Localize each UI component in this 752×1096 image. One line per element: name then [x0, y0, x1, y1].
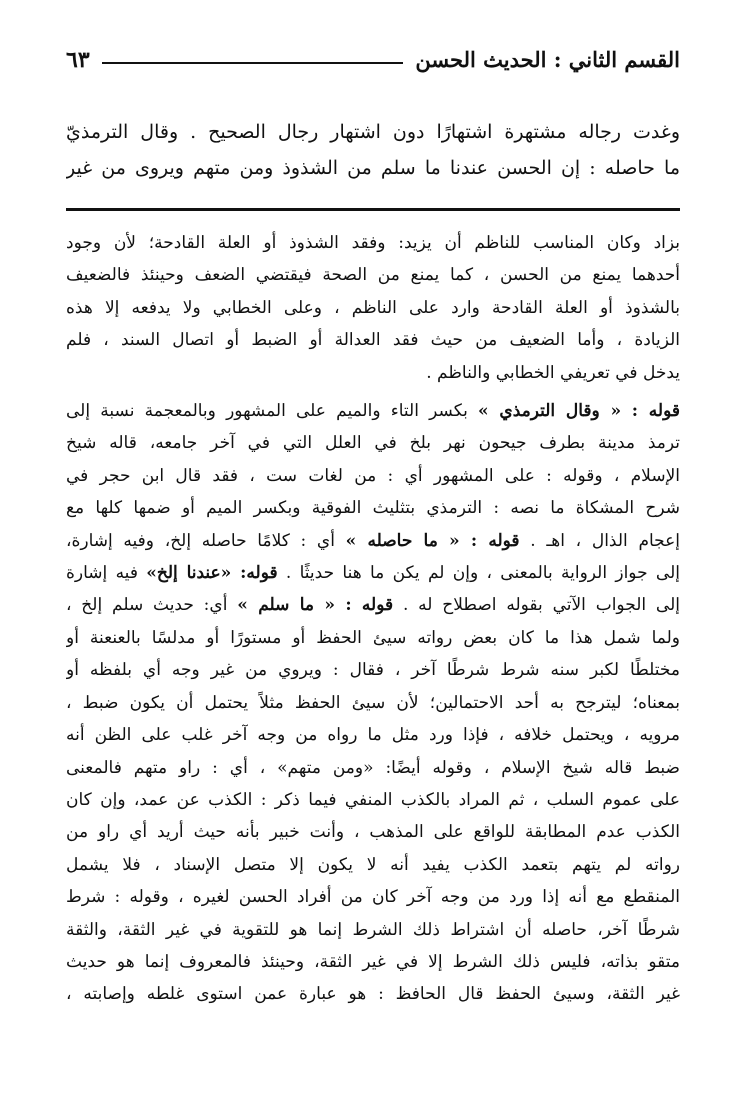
commentary-text: إعجام الذال ، اهـ .: [519, 530, 680, 551]
commentary-line: المنقطع مع أنه إذا ورد من وجه آخر كان من أفراد الحسن لغيره ، وقوله : شرط: [66, 887, 680, 908]
main-text-line: وغدت رجاله مشتهرة اشتهارًا دون اشتهار رجال الصحيح . وقال الترمذيّ: [66, 121, 680, 143]
commentary-line: يدخل في تعريفي الخطابي والناظم .: [426, 362, 680, 383]
commentary-text: إلى الجواب الآتي بقوله اصطلاح له .: [393, 595, 680, 616]
commentary-line: الإسلام ، وقوله : على المشهور أي : من لغات ست ، فقد قال ابن حجر في: [66, 465, 680, 486]
commentary-line: على عموم السلب ، ثم المراد بالكذب المنفي فيما ذكر : الكذب عن عمد، وإن كان: [66, 789, 680, 810]
commentary-line: [66, 557, 680, 589]
commentary-text: بكسر التاء والميم على المشهور وبالمعجمة نسبة إلى: [66, 401, 479, 422]
header-title: القسم الثاني : الحديث الحسن: [415, 47, 680, 72]
commentary-line: شرطًا آخر، حاصله أن اشتراط ذلك الشرط إنما هو للتقوية في غير الثقة، والثقة: [66, 919, 680, 940]
lemma-heading: قوله : « ما سلم »: [237, 595, 394, 616]
commentary-text: أي : كلامًا حاصله إلخ، وفيه إشارة،: [66, 530, 346, 551]
lemma-heading: قوله : « ما حاصله »: [345, 530, 520, 551]
commentary-line: الكذب عدم المطابقة للواقع على المذهب ، وأنت خبير بأنه حيث أريد أي راو من: [66, 822, 680, 843]
footnote-separator: [66, 208, 680, 211]
commentary-paragraph: [66, 227, 680, 389]
commentary-line: أحدهما يمنع من الحسن ، كما يمنع من الصحة فيقتضي الضعف وحينئذ فالضعيف: [66, 265, 680, 286]
commentary-line: غير الثقة، وسيئ الحفظ قال الحافظ : هو عبارة عمن استوى غلطه وإصابته ،: [66, 984, 680, 1005]
main-text-line: ما حاصله : إن الحسن عندنا ما سلم من الشذوذ ومن متهم ويروى من غير: [66, 157, 680, 179]
commentary-text: أي: حديث سلم إلخ ،: [66, 595, 238, 616]
commentary-line: ولما شمل هذا ما كان بعض رواته سيئ الحفظ أو مستورًا أو مدلسًا بالعنعنة أو: [66, 627, 680, 648]
commentary-line: [66, 525, 680, 557]
header-rule: [102, 62, 404, 64]
commentary-line: [66, 589, 680, 621]
commentary-line: ترمذ مدينة بطرف جيحون نهر بلخ في العلل التي في آخر جامعه، قاله شيخ: [66, 433, 680, 454]
running-header: [66, 42, 680, 78]
commentary-line: رواته لم يتهم بتعمد الكذب يفيد أنه لا يكون إلا متصل الإسناد ، فلا يشمل: [66, 854, 680, 875]
commentary-line: بزاد وكان المناسب للناظم أن يزيد: وفقد الشذوذ أو العلة القادحة؛ لأن وجود: [66, 233, 680, 253]
commentary-line: متقو بذاته، فليس ذلك الشرط إلا في غير الثقة، وحينئذ فالمعروف إنما هو حديث: [66, 951, 680, 972]
commentary-line: بمعناه؛ ليترجح به أحد الاحتمالين؛ لأن سيئ الحفظ مثلاً يحتمل أن يكون ضبط ،: [66, 692, 680, 713]
commentary-line: مرويه ، ويحتمل خلافه ، فإذا ورد مثل ما رواه من وجه آخر غلب على الظن أنه: [66, 725, 680, 746]
commentary-line: بالشذوذ أو العلة القادحة وارد على الناظم ، وعلى الخطابي ولا يدفعه إلا هذه: [66, 297, 680, 318]
page-number: ٦٣: [66, 47, 90, 73]
commentary-line: مختلطًا لكبر سنه شرط شرطًا آخر ، فقال : ويروي من غير وجه أي بلفظه أو: [66, 660, 680, 681]
commentary-line: شرح المشكاة ما نصه : الترمذي بتثليث الفوقية وبكسر الميم أو ضمها كلها مع: [66, 498, 680, 519]
commentary-line: الزيادة ، وأما الضعيف من حيث فقد العدالة أو الضبط أو اتصال السند ، فلم: [66, 330, 680, 351]
commentary-text: إلى جواز الرواية بالمعنى ، وإن لم يكن ما هنا حديثًا .: [277, 563, 680, 584]
commentary-line: [66, 395, 680, 427]
lemma-heading: قوله: «عندنا إلخ»: [146, 563, 278, 584]
commentary-text: فيه إشارة: [66, 563, 147, 584]
main-text: [66, 114, 680, 186]
commentary-notes: [66, 227, 680, 1011]
lemma-heading: قوله : « وقال الترمذي »: [478, 401, 680, 422]
commentary-paragraph: [66, 395, 680, 1011]
commentary-line: ضبط قاله شيخ الإسلام ، وقوله أيضًا: «ومن متهم» ، أي : راو متهم فالمعنى: [66, 757, 680, 778]
